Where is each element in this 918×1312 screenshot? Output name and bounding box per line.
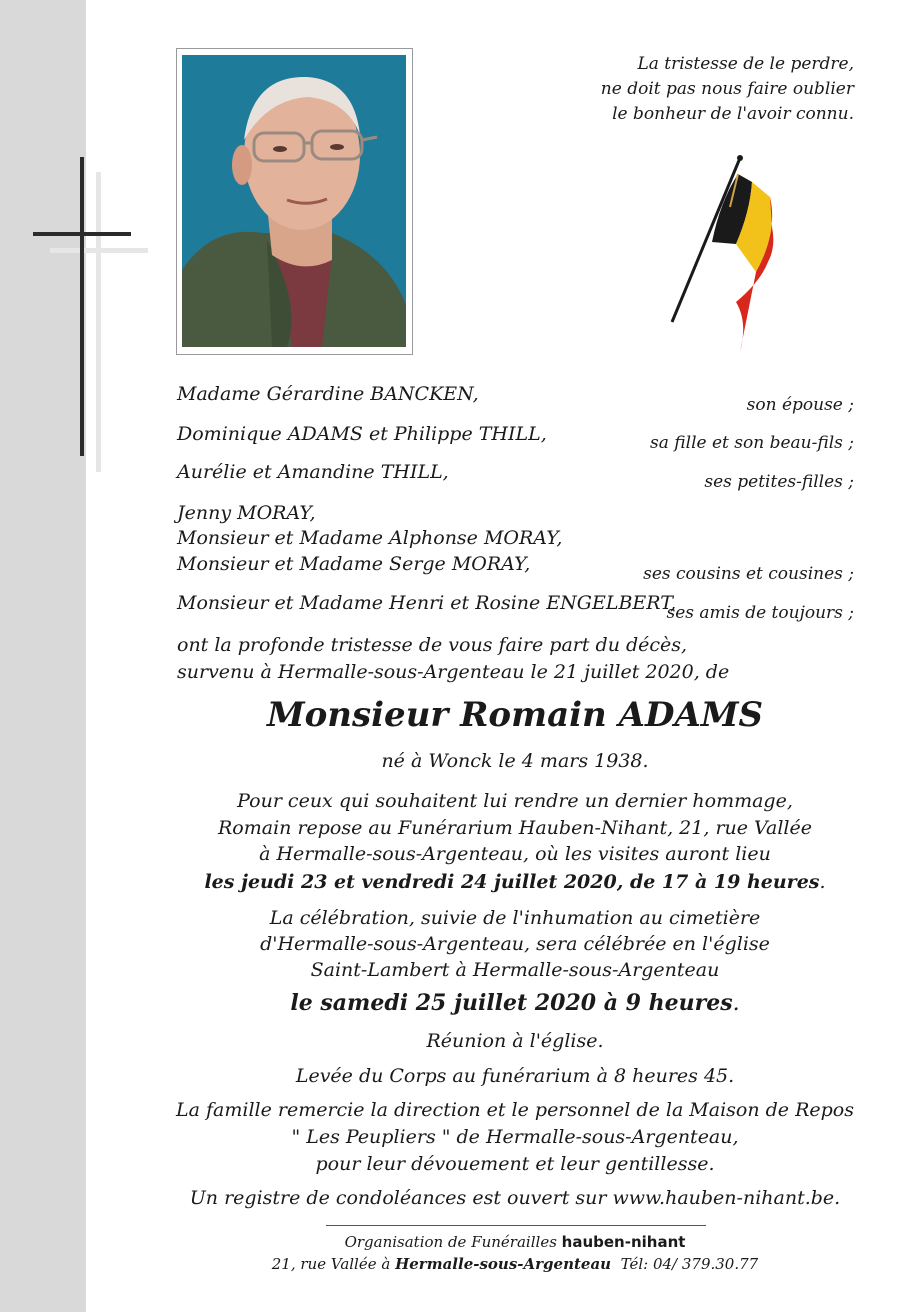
- ceremony-date-end: .: [732, 991, 740, 1016]
- family-member: Monsieur et Madame Henri et Rosine ENGELBERT,: [177, 592, 677, 614]
- family-relation: ses amis de toujours ;: [666, 603, 854, 623]
- cross-shadow-horizontal: [50, 248, 148, 253]
- brand-logo: hauben-nihant: [561, 1233, 686, 1251]
- family-member: Monsieur et Madame Serge MORAY,: [177, 553, 531, 575]
- meeting-line: Réunion à l'église.: [426, 1030, 604, 1052]
- family-relation: ses petites-filles ;: [704, 472, 854, 492]
- visitation-line: à Hermalle-sous-Argenteau, où les visites auront lieu: [259, 843, 771, 865]
- ceremony-date: [86, 990, 918, 1016]
- family-member: Madame Gérardine BANCKEN,: [177, 383, 479, 405]
- cross-icon: [80, 157, 84, 456]
- visitation-dates-end: .: [819, 871, 826, 893]
- family-relation: ses cousins et cousines ;: [643, 564, 854, 584]
- footer-address: [86, 1255, 918, 1273]
- thanks-line: " Les Peupliers " de Hermalle-sous-Argenteau,: [291, 1126, 739, 1148]
- footer-org-prefix: Organisation de Funérailles: [344, 1233, 562, 1251]
- family-relation: sa fille et son beau-fils ;: [650, 433, 854, 453]
- footer-phone: Tél: 04/ 379.30.77: [620, 1255, 759, 1273]
- registry-line: Un registre de condoléances est ouvert sur www.hauben-nihant.be.: [189, 1187, 841, 1209]
- family-member: Jenny MORAY,: [177, 502, 316, 524]
- family-member: Aurélie et Amandine THILL,: [177, 461, 449, 483]
- announcement-line: survenu à Hermalle-sous-Argenteau le 21 juillet 2020, de: [177, 661, 730, 683]
- ceremony-line: d'Hermalle-sous-Argenteau, sera célébrée en l'église: [260, 933, 770, 955]
- belgian-flag-icon: [660, 152, 780, 357]
- ceremony-line: Saint-Lambert à Hermalle-sous-Argenteau: [310, 959, 720, 981]
- deceased-name: Monsieur Romain ADAMS: [266, 695, 764, 735]
- ceremony-line: La célébration, suivie de l'inhumation au cimetière: [269, 907, 761, 929]
- visitation-line: Pour ceux qui souhaitent lui rendre un dernier hommage,: [237, 790, 793, 812]
- footer-address-town: Hermalle-sous-Argenteau: [395, 1255, 612, 1273]
- quote-line: le bonheur de l'avoir connu.: [612, 104, 854, 124]
- footer-organisation: [86, 1233, 918, 1251]
- portrait-photo: [182, 55, 406, 347]
- birth-line: né à Wonck le 4 mars 1938.: [381, 750, 649, 772]
- visitation-dates-text: les jeudi 23 et vendredi 24 juillet 2020, de 17 à 19 heures: [204, 871, 820, 893]
- family-member: Monsieur et Madame Alphonse MORAY,: [177, 527, 563, 549]
- visitation-line: Romain repose au Funérarium Hauben-Nihant, 21, rue Vallée: [218, 817, 812, 839]
- quote-line: ne doit pas nous faire oublier: [600, 79, 854, 99]
- footer-divider: [326, 1225, 706, 1226]
- visitation-dates: [86, 869, 918, 896]
- levee-line: Levée du Corps au funérarium à 8 heures 45.: [295, 1065, 735, 1087]
- footer-address-prefix: 21, rue Vallée à: [271, 1255, 396, 1273]
- ceremony-date-text: le samedi 25 juillet 2020 à 9 heures: [290, 990, 733, 1016]
- family-relation: son épouse ;: [746, 395, 854, 415]
- cross-icon-bar: [33, 232, 131, 236]
- quote: [554, 52, 854, 127]
- thanks-line: La famille remercie la direction et le personnel de la Maison de Repos: [176, 1099, 854, 1121]
- left-grey-band: [0, 0, 86, 1312]
- family-member: Dominique ADAMS et Philippe THILL,: [177, 423, 547, 445]
- quote-line: La tristesse de le perdre,: [637, 54, 854, 74]
- announcement-line: ont la profonde tristesse de vous faire part du décès,: [177, 634, 688, 656]
- cross-shadow: [96, 172, 101, 472]
- thanks-line: pour leur dévouement et leur gentillesse.: [315, 1153, 715, 1175]
